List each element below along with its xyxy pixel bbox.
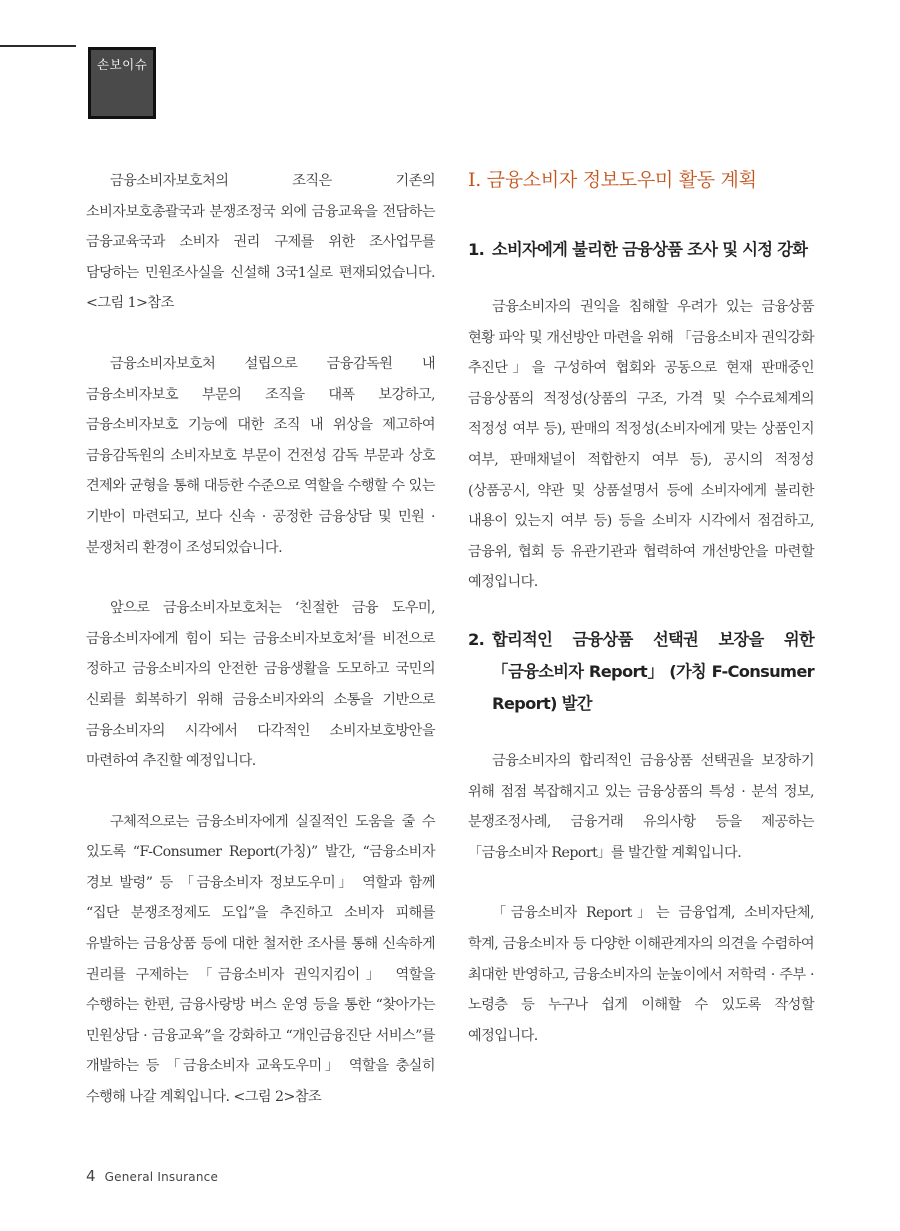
left-column xyxy=(86,166,435,1113)
body-paragraph: 구체적으로는 금융소비자에게 실질적인 도움을 줄 수 있도록 “F-Consumer Report(가칭)” 발간, “금융소비자 경보 발령” 등 「금융소비자 정보도우미」 역할과 함께 “집단 분쟁조정제도 도입”을 추진하고 소비자 피해를 유발하는 금융상품 등에 대한 철저한 조사를 통해 신속하게 권리를 구제하는 「금융소비자 권익지킴이」 역할을 수행하는 한편, 금융사랑방 버스 운영 등을 통한 “찾아가는 민원상담 · 금융교육”을 강화하고 “개인금융진단 서비스”를 개발하는 등 「금융소비자 교육도우미」 역할을 충실히 수행해 나갈 계획입니다. <그림 2>참조 xyxy=(86,813,435,1106)
body-paragraph: 금융소비자보호처 설립으로 금융감독원 내 금융소비자보호 부문의 조직을 대폭 보강하고, 금융소비자보호 기능에 대한 조직 내 위상을 제고하여 금융감독원의 소비자보호 부문이 건전성 감독 부문과 상호 견제와 균형을 통해 대등한 수준으로 역할을 수행할 수 있는 기반이 마련되고, 보다 신속 · 공정한 금융상담 및 민원 · 분쟁처리 환경이 조성되었습니다. xyxy=(86,355,435,556)
body-paragraph: 금융소비자보호처의 조직은 기존의 소비자보호총괄국과 분쟁조정국 외에 금융교육을 전담하는 금융교육국과 소비자 권리 구제를 위한 조사업무를 담당하는 민원조사실을 신설해 3국1실로 편재되었습니다. <그림 1>참조 xyxy=(86,173,435,312)
page-footer xyxy=(86,1166,218,1185)
page-number: 4 xyxy=(86,1167,96,1185)
body-paragraph: 금융소비자의 합리적인 금융상품 선택권을 보장하기 위해 점점 복잡해지고 있는 금융상품의 특성 · 분석 정보, 분쟁조정사례, 금융거래 유의사항 등을 제공하는 「금융소비자 Report」를 발간할 계획입니다. xyxy=(468,752,814,861)
right-column xyxy=(468,166,814,1051)
sub-heading-number: 2. xyxy=(468,629,485,649)
publication-name: General Insurance xyxy=(104,1170,219,1184)
section-heading: Ⅰ. 금융소비자 정보도우미 활동 계획 xyxy=(468,169,757,191)
sub-heading-title: 합리적인 금융상품 선택권 보장을 위한 「금융소비자 Report」 (가칭 F-Consumer Report) 발간 xyxy=(492,629,814,713)
sub-heading-1 xyxy=(468,234,814,266)
body-paragraph: 「금융소비자 Report」는 금융업계, 소비자단체, 학계, 금융소비자 등 다양한 이해관계자의 의견을 수렴하여 최대한 반영하고, 금융소비자의 눈높이에서 저학력 · 주부 · 노령층 등 누구나 쉽게 이해할 수 있도록 작성할 예정입니다. xyxy=(468,905,814,1044)
sub-heading-title: 소비자에게 불리한 금융상품 조사 및 시정 강화 xyxy=(492,240,808,259)
sub-heading-2 xyxy=(468,624,814,720)
section-tag-label: 손보이슈 xyxy=(97,57,148,72)
section-tag xyxy=(88,47,156,119)
sub-heading-number: 1. xyxy=(468,240,485,259)
body-paragraph: 앞으로 금융소비자보호처는 ‘친절한 금융 도우미, 금융소비자에게 힘이 되는 금융소비자보호처’를 비전으로 정하고 금융소비자의 안전한 금융생활을 도모하고 국민의 신뢰를 회복하기 위해 금융소비자와의 소통을 기반으로 금융소비자의 시각에서 다각적인 소비자보호방안을 마련하여 추진할 예정입니다. xyxy=(86,600,435,770)
header-rule xyxy=(0,45,76,47)
body-paragraph: 금융소비자의 권익을 침해할 우려가 있는 금융상품 현황 파악 및 개선방안 마련을 위해 「금융소비자 권익강화 추진단」을 구성하여 협회와 공동으로 현재 판매중인 금융상품의 적정성(상품의 구조, 가격 및 수수료체계의 적정성 여부 등), 판매의 적정성(소비자에게 맞는 상품인지 여부, 판매채널이 적합한지 여부 등), 공시의 적정성(상품공시, 약관 및 상품설명서 등에 소비자에게 불리한 내용이 있는지 여부 등) 등을 소비자 시각에서 점검하고, 금융위, 협회 등 유관기관과 협력하여 개선방안을 마련할 예정입니다. xyxy=(468,299,814,591)
